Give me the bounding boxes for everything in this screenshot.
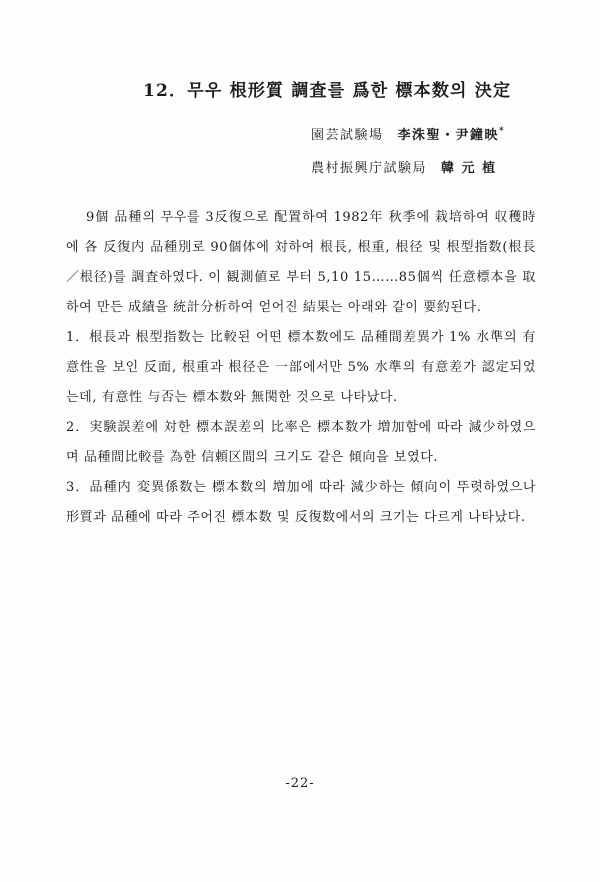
author-footnote-mark: * xyxy=(499,126,506,137)
abstract-body xyxy=(66,203,536,533)
affiliation-line-1 xyxy=(311,124,505,143)
result-item-2: 2．実験誤差에 対한 標本誤差의 比率은 標本数가 増加함에 따라 減少하였으며 品種間比較를 為한 信頼区間의 크기도 같은 傾向을 보였다. xyxy=(66,420,536,465)
author-names: 李洙聖・尹鐘映 xyxy=(397,128,500,143)
affiliation-line-2 xyxy=(311,157,497,176)
author-names: 韓 元 植 xyxy=(441,161,497,176)
page-number: -22- xyxy=(285,776,315,791)
affiliation-org: 農村振興庁試験局 xyxy=(311,161,428,176)
affiliation-org: 園芸試験場 xyxy=(311,128,384,143)
result-item-1: 1．根長과 根型指数는 比較된 어떤 標本数에도 品種間差異가 1% 水準의 有意性을 보인 反面, 根重과 根径은 一部에서만 5% 水準의 有意差가 認定되었는데, 有意性 与否는 標本数와 無関한 것으로 나타났다. xyxy=(66,330,536,405)
intro-paragraph: 9個 品種의 무우를 3反復으로 配置하여 1982年 秋季에 栽培하여 収穫時에 各 反復内 品種別로 90個体에 対하여 根長, 根重, 根径 및 根型指数(根長／根径)를 調査하였다. 이 観測値로 부터 5,10 15……85個씩 任意標本을 取하여 만든 成績을 統計分析하여 얻어진 結果는 아래와 같이 要約된다. xyxy=(66,210,536,315)
result-item-3: 3．品種内 変異係数는 標本数의 増加에 따라 減少하는 傾向이 뚜렷하였으나 形質과 品種에 따라 주어진 標本数 및 反復数에서의 크기는 다르게 나타났다. xyxy=(66,480,536,525)
paper-title: 12．무우 根形質 調査를 爲한 標本数의 決定 xyxy=(143,81,512,101)
